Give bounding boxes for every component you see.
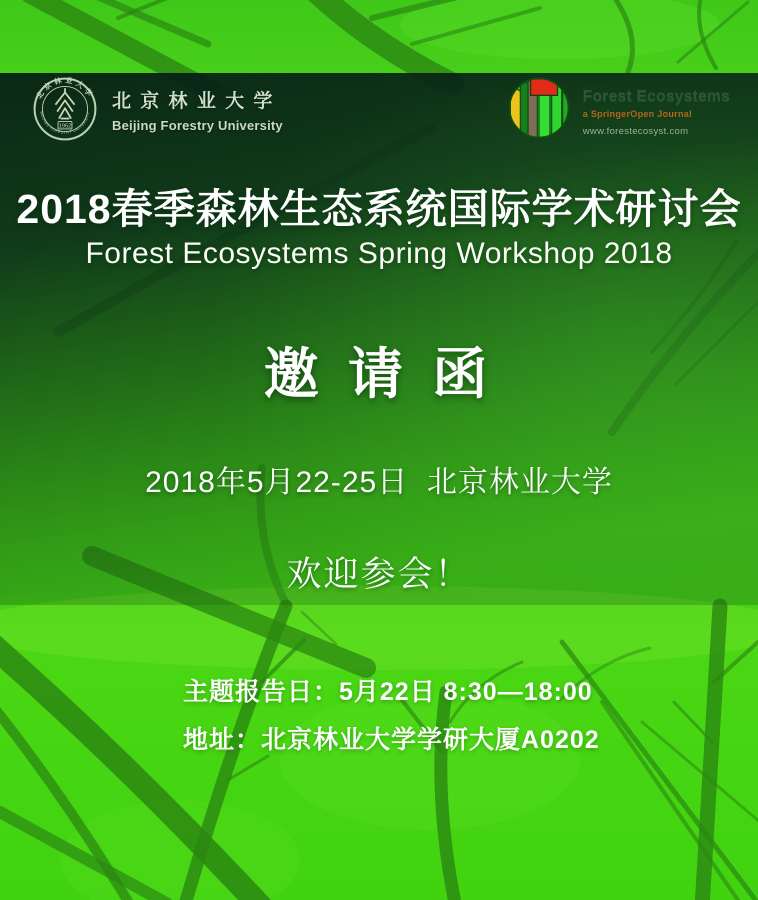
welcome-message: 欢迎参会！ bbox=[286, 555, 472, 594]
fe-logo-icon bbox=[507, 76, 571, 140]
bfu-name-en: Beijing Forestry University bbox=[112, 117, 283, 133]
detail-address: 地址：北京林业大学学研大厦A0202 bbox=[183, 725, 600, 754]
seal-tree-icon bbox=[55, 88, 74, 118]
date-venue-line: 2018年5月22-25日 北京林业大学 bbox=[145, 466, 613, 499]
seal-text-cn: 北京林业大学 bbox=[34, 76, 96, 101]
journal-name: Forest Ecosystems bbox=[582, 88, 730, 105]
bfu-logo bbox=[32, 76, 283, 142]
seal-text-en: BEIJING FORESTRY UNIVERSITY bbox=[39, 111, 91, 135]
header bbox=[32, 76, 730, 142]
bfu-seal-icon bbox=[32, 76, 98, 142]
event-details bbox=[183, 678, 600, 755]
workshop-title-en: Forest Ecosystems Spring Workshop 2018 bbox=[85, 237, 673, 270]
fe-journal-text bbox=[583, 76, 730, 137]
bfu-name-cn: 北 京 林 业 大 学 bbox=[112, 90, 275, 112]
journal-website: www.forestecosyst.com bbox=[582, 126, 689, 137]
journal-tagline: a SpringerOpen Journal bbox=[582, 109, 692, 119]
workshop-title-cn: 2018春季森林生态系统国际学术研讨会 bbox=[16, 186, 742, 232]
fe-journal-logo bbox=[507, 76, 730, 140]
detail-keynote-day: 主题报告日：5月22日 8:30—18:00 bbox=[183, 678, 593, 706]
bfu-name bbox=[112, 86, 283, 133]
invitation-heading: 邀 请 函 bbox=[263, 343, 495, 405]
seal-year: 1952 bbox=[58, 123, 72, 130]
